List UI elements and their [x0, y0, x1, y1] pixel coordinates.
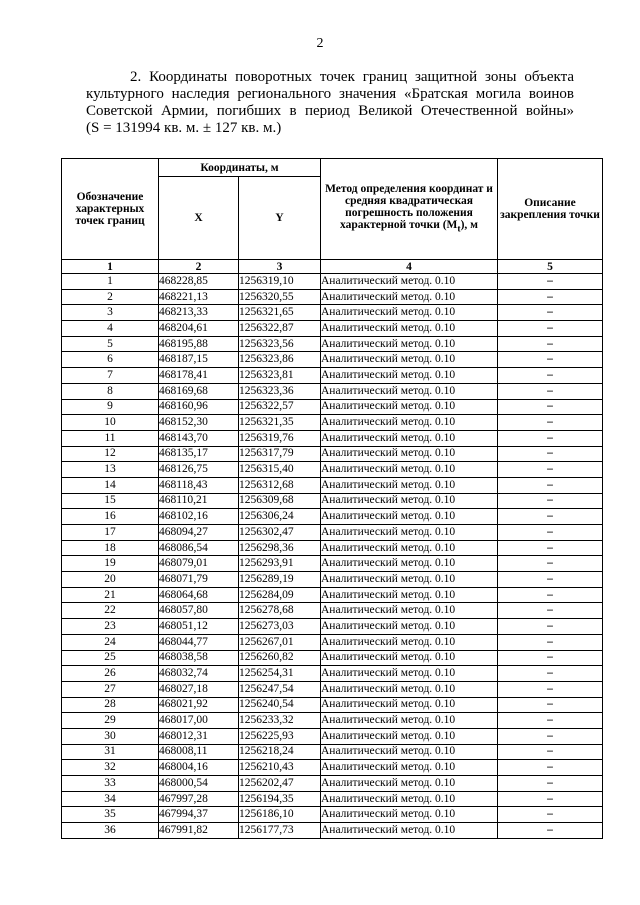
x-coordinate-cell: 468017,00	[159, 713, 239, 729]
table-row	[62, 697, 603, 713]
fixing-cell: –	[498, 336, 603, 352]
y-coordinate-cell: 1256302,47	[239, 525, 321, 541]
table-row	[62, 540, 603, 556]
fixing-cell: –	[498, 540, 603, 556]
table-row	[62, 791, 603, 807]
table-row	[62, 368, 603, 384]
method-cell: Аналитический метод. 0.10	[321, 587, 498, 603]
header-method-main: Метод определения координат и средняя квадратическая погрешность положения характерной точки (M	[325, 182, 493, 231]
table-row	[62, 823, 603, 839]
fixing-cell: –	[498, 650, 603, 666]
table-row	[62, 399, 603, 415]
fixing-cell: –	[498, 493, 603, 509]
fixing-cell: –	[498, 509, 603, 525]
y-coordinate-cell: 1256202,47	[239, 776, 321, 792]
x-coordinate-cell: 468000,54	[159, 776, 239, 792]
point-id-cell: 10	[62, 415, 159, 431]
point-id-cell: 32	[62, 760, 159, 776]
point-id-cell: 34	[62, 791, 159, 807]
y-coordinate-cell: 1256306,24	[239, 509, 321, 525]
point-id-cell: 28	[62, 697, 159, 713]
table-row	[62, 776, 603, 792]
table-row	[62, 430, 603, 446]
point-id-cell: 21	[62, 587, 159, 603]
x-coordinate-cell: 468118,43	[159, 477, 239, 493]
method-cell: Аналитический метод. 0.10	[321, 650, 498, 666]
y-coordinate-cell: 1256293,91	[239, 556, 321, 572]
y-coordinate-cell: 1256284,09	[239, 587, 321, 603]
method-cell: Аналитический метод. 0.10	[321, 728, 498, 744]
x-coordinate-cell: 468178,41	[159, 368, 239, 384]
column-number: 5	[498, 260, 603, 274]
method-cell: Аналитический метод. 0.10	[321, 477, 498, 493]
method-cell: Аналитический метод. 0.10	[321, 556, 498, 572]
x-coordinate-cell: 468143,70	[159, 430, 239, 446]
y-coordinate-cell: 1256317,79	[239, 446, 321, 462]
x-coordinate-cell: 468004,16	[159, 760, 239, 776]
x-coordinate-cell: 468110,21	[159, 493, 239, 509]
fixing-cell: –	[498, 587, 603, 603]
table-row	[62, 666, 603, 682]
y-coordinate-cell: 1256233,32	[239, 713, 321, 729]
method-cell: Аналитический метод. 0.10	[321, 823, 498, 839]
point-id-cell: 22	[62, 603, 159, 619]
y-coordinate-cell: 1256254,31	[239, 666, 321, 682]
x-coordinate-cell: 468044,77	[159, 634, 239, 650]
header-designation: Обозначение характерных точек границ	[62, 159, 159, 260]
x-coordinate-cell: 468195,88	[159, 336, 239, 352]
point-id-cell: 16	[62, 509, 159, 525]
method-cell: Аналитический метод. 0.10	[321, 713, 498, 729]
method-cell: Аналитический метод. 0.10	[321, 572, 498, 588]
method-cell: Аналитический метод. 0.10	[321, 540, 498, 556]
y-coordinate-cell: 1256267,01	[239, 634, 321, 650]
y-coordinate-cell: 1256320,55	[239, 289, 321, 305]
x-coordinate-cell: 468032,74	[159, 666, 239, 682]
point-id-cell: 35	[62, 807, 159, 823]
fixing-cell: –	[498, 305, 603, 321]
fixing-cell: –	[498, 399, 603, 415]
point-id-cell: 12	[62, 446, 159, 462]
method-cell: Аналитический метод. 0.10	[321, 415, 498, 431]
x-coordinate-cell: 468094,27	[159, 525, 239, 541]
table-row	[62, 493, 603, 509]
table-row	[62, 556, 603, 572]
method-cell: Аналитический метод. 0.10	[321, 681, 498, 697]
y-coordinate-cell: 1256240,54	[239, 697, 321, 713]
table-row	[62, 509, 603, 525]
point-id-cell: 11	[62, 430, 159, 446]
fixing-cell: –	[498, 807, 603, 823]
fixing-cell: –	[498, 619, 603, 635]
method-cell: Аналитический метод. 0.10	[321, 634, 498, 650]
x-coordinate-cell: 468126,75	[159, 462, 239, 478]
y-coordinate-cell: 1256319,10	[239, 274, 321, 290]
method-cell: Аналитический метод. 0.10	[321, 352, 498, 368]
heading-line-3: Советской Армии, погибших в период Великой Отечественной войны»	[86, 103, 574, 119]
fixing-cell: –	[498, 446, 603, 462]
y-coordinate-cell: 1256312,68	[239, 477, 321, 493]
y-coordinate-cell: 1256247,54	[239, 681, 321, 697]
table-row	[62, 446, 603, 462]
table-row	[62, 336, 603, 352]
table-row	[62, 603, 603, 619]
x-coordinate-cell: 468051,12	[159, 619, 239, 635]
point-id-cell: 15	[62, 493, 159, 509]
x-coordinate-cell: 468228,85	[159, 274, 239, 290]
point-id-cell: 19	[62, 556, 159, 572]
table-row	[62, 681, 603, 697]
x-coordinate-cell: 468008,11	[159, 744, 239, 760]
point-id-cell: 31	[62, 744, 159, 760]
fixing-cell: –	[498, 791, 603, 807]
y-coordinate-cell: 1256278,68	[239, 603, 321, 619]
header-method	[321, 159, 498, 260]
table-row	[62, 289, 603, 305]
x-coordinate-cell: 468079,01	[159, 556, 239, 572]
column-number-row	[62, 260, 603, 274]
y-coordinate-cell: 1256177,73	[239, 823, 321, 839]
method-cell: Аналитический метод. 0.10	[321, 744, 498, 760]
point-id-cell: 1	[62, 274, 159, 290]
fixing-cell: –	[498, 415, 603, 431]
point-id-cell: 8	[62, 383, 159, 399]
x-coordinate-cell: 468086,54	[159, 540, 239, 556]
fixing-cell: –	[498, 525, 603, 541]
x-coordinate-cell: 468071,79	[159, 572, 239, 588]
y-coordinate-cell: 1256194,35	[239, 791, 321, 807]
point-id-cell: 24	[62, 634, 159, 650]
header-y: Y	[239, 177, 321, 260]
fixing-cell: –	[498, 760, 603, 776]
table-row	[62, 321, 603, 337]
page-number: 2	[316, 36, 324, 51]
y-coordinate-cell: 1256273,03	[239, 619, 321, 635]
point-id-cell: 5	[62, 336, 159, 352]
point-id-cell: 20	[62, 572, 159, 588]
point-id-cell: 25	[62, 650, 159, 666]
fixing-cell: –	[498, 713, 603, 729]
x-coordinate-cell: 468135,17	[159, 446, 239, 462]
table-row	[62, 572, 603, 588]
method-cell: Аналитический метод. 0.10	[321, 791, 498, 807]
header-method-unit: ), м	[460, 218, 479, 231]
table-row	[62, 383, 603, 399]
x-coordinate-cell: 468213,33	[159, 305, 239, 321]
method-cell: Аналитический метод. 0.10	[321, 525, 498, 541]
method-cell: Аналитический метод. 0.10	[321, 807, 498, 823]
method-cell: Аналитический метод. 0.10	[321, 776, 498, 792]
point-id-cell: 9	[62, 399, 159, 415]
x-coordinate-cell: 467994,37	[159, 807, 239, 823]
method-cell: Аналитический метод. 0.10	[321, 509, 498, 525]
table-row	[62, 415, 603, 431]
fixing-cell: –	[498, 274, 603, 290]
x-coordinate-cell: 468027,18	[159, 681, 239, 697]
fixing-cell: –	[498, 430, 603, 446]
point-id-cell: 2	[62, 289, 159, 305]
header-fixing: Описание закрепления точки	[498, 159, 603, 260]
x-coordinate-cell: 468057,80	[159, 603, 239, 619]
fixing-cell: –	[498, 634, 603, 650]
fixing-cell: –	[498, 572, 603, 588]
y-coordinate-cell: 1256210,43	[239, 760, 321, 776]
table-row	[62, 728, 603, 744]
header-x: X	[159, 177, 239, 260]
table-row	[62, 305, 603, 321]
method-cell: Аналитический метод. 0.10	[321, 697, 498, 713]
x-coordinate-cell: 468204,61	[159, 321, 239, 337]
fixing-cell: –	[498, 697, 603, 713]
fixing-cell: –	[498, 321, 603, 337]
y-coordinate-cell: 1256315,40	[239, 462, 321, 478]
x-coordinate-cell: 468152,30	[159, 415, 239, 431]
point-id-cell: 18	[62, 540, 159, 556]
heading-line-2: культурного наследия регионального значения «Братская могила воинов	[86, 86, 574, 102]
x-coordinate-cell: 468221,13	[159, 289, 239, 305]
point-id-cell: 7	[62, 368, 159, 384]
table-row	[62, 650, 603, 666]
y-coordinate-cell: 1256322,87	[239, 321, 321, 337]
table-row	[62, 352, 603, 368]
method-cell: Аналитический метод. 0.10	[321, 321, 498, 337]
y-coordinate-cell: 1256186,10	[239, 807, 321, 823]
point-id-cell: 23	[62, 619, 159, 635]
fixing-cell: –	[498, 462, 603, 478]
table-row	[62, 713, 603, 729]
header-method-sub: t	[457, 223, 461, 235]
y-coordinate-cell: 1256323,81	[239, 368, 321, 384]
method-cell: Аналитический метод. 0.10	[321, 383, 498, 399]
point-id-cell: 26	[62, 666, 159, 682]
x-coordinate-cell: 468187,15	[159, 352, 239, 368]
y-coordinate-cell: 1256323,86	[239, 352, 321, 368]
table-row	[62, 477, 603, 493]
fixing-cell: –	[498, 352, 603, 368]
x-coordinate-cell: 468102,16	[159, 509, 239, 525]
fixing-cell: –	[498, 666, 603, 682]
fixing-cell: –	[498, 368, 603, 384]
column-number: 4	[321, 260, 498, 274]
method-cell: Аналитический метод. 0.10	[321, 399, 498, 415]
fixing-cell: –	[498, 477, 603, 493]
point-id-cell: 29	[62, 713, 159, 729]
fixing-cell: –	[498, 776, 603, 792]
table-row	[62, 587, 603, 603]
heading-line-1: 2. Координаты поворотных точек границ защитной зоны объекта	[130, 69, 574, 85]
method-cell: Аналитический метод. 0.10	[321, 603, 498, 619]
method-cell: Аналитический метод. 0.10	[321, 462, 498, 478]
column-number: 3	[239, 260, 321, 274]
y-coordinate-cell: 1256218,24	[239, 744, 321, 760]
method-cell: Аналитический метод. 0.10	[321, 760, 498, 776]
method-cell: Аналитический метод. 0.10	[321, 666, 498, 682]
method-cell: Аналитический метод. 0.10	[321, 336, 498, 352]
point-id-cell: 33	[62, 776, 159, 792]
fixing-cell: –	[498, 383, 603, 399]
y-coordinate-cell: 1256289,19	[239, 572, 321, 588]
header-coordinates: Координаты, м	[159, 159, 321, 177]
y-coordinate-cell: 1256321,65	[239, 305, 321, 321]
point-id-cell: 17	[62, 525, 159, 541]
fixing-cell: –	[498, 603, 603, 619]
point-id-cell: 6	[62, 352, 159, 368]
point-id-cell: 30	[62, 728, 159, 744]
heading-line-4: (S = 131994 кв. м. ± 127 кв. м.)	[86, 120, 282, 136]
point-id-cell: 14	[62, 477, 159, 493]
x-coordinate-cell: 468064,68	[159, 587, 239, 603]
method-cell: Аналитический метод. 0.10	[321, 368, 498, 384]
fixing-cell: –	[498, 556, 603, 572]
point-id-cell: 3	[62, 305, 159, 321]
table-row	[62, 760, 603, 776]
y-coordinate-cell: 1256260,82	[239, 650, 321, 666]
fixing-cell: –	[498, 681, 603, 697]
point-id-cell: 13	[62, 462, 159, 478]
method-cell: Аналитический метод. 0.10	[321, 289, 498, 305]
table-body	[62, 274, 603, 839]
fixing-cell: –	[498, 823, 603, 839]
method-cell: Аналитический метод. 0.10	[321, 305, 498, 321]
y-coordinate-cell: 1256323,56	[239, 336, 321, 352]
point-id-cell: 4	[62, 321, 159, 337]
x-coordinate-cell: 468038,58	[159, 650, 239, 666]
method-cell: Аналитический метод. 0.10	[321, 446, 498, 462]
table-row	[62, 619, 603, 635]
fixing-cell: –	[498, 728, 603, 744]
table-row	[62, 744, 603, 760]
fixing-cell: –	[498, 744, 603, 760]
method-cell: Аналитический метод. 0.10	[321, 493, 498, 509]
table-row	[62, 462, 603, 478]
y-coordinate-cell: 1256322,57	[239, 399, 321, 415]
y-coordinate-cell: 1256225,93	[239, 728, 321, 744]
y-coordinate-cell: 1256321,35	[239, 415, 321, 431]
table-row	[62, 807, 603, 823]
fixing-cell: –	[498, 289, 603, 305]
point-id-cell: 27	[62, 681, 159, 697]
table-row	[62, 634, 603, 650]
method-cell: Аналитический метод. 0.10	[321, 274, 498, 290]
y-coordinate-cell: 1256323,36	[239, 383, 321, 399]
y-coordinate-cell: 1256298,36	[239, 540, 321, 556]
x-coordinate-cell: 468021,92	[159, 697, 239, 713]
table-row	[62, 525, 603, 541]
coordinates-table	[61, 158, 603, 839]
x-coordinate-cell: 468169,68	[159, 383, 239, 399]
column-number: 2	[159, 260, 239, 274]
section-heading	[86, 69, 574, 137]
method-cell: Аналитический метод. 0.10	[321, 430, 498, 446]
column-number: 1	[62, 260, 159, 274]
point-id-cell: 36	[62, 823, 159, 839]
table-row	[62, 274, 603, 290]
x-coordinate-cell: 467991,82	[159, 823, 239, 839]
y-coordinate-cell: 1256309,68	[239, 493, 321, 509]
x-coordinate-cell: 468160,96	[159, 399, 239, 415]
y-coordinate-cell: 1256319,76	[239, 430, 321, 446]
x-coordinate-cell: 468012,31	[159, 728, 239, 744]
x-coordinate-cell: 467997,28	[159, 791, 239, 807]
method-cell: Аналитический метод. 0.10	[321, 619, 498, 635]
